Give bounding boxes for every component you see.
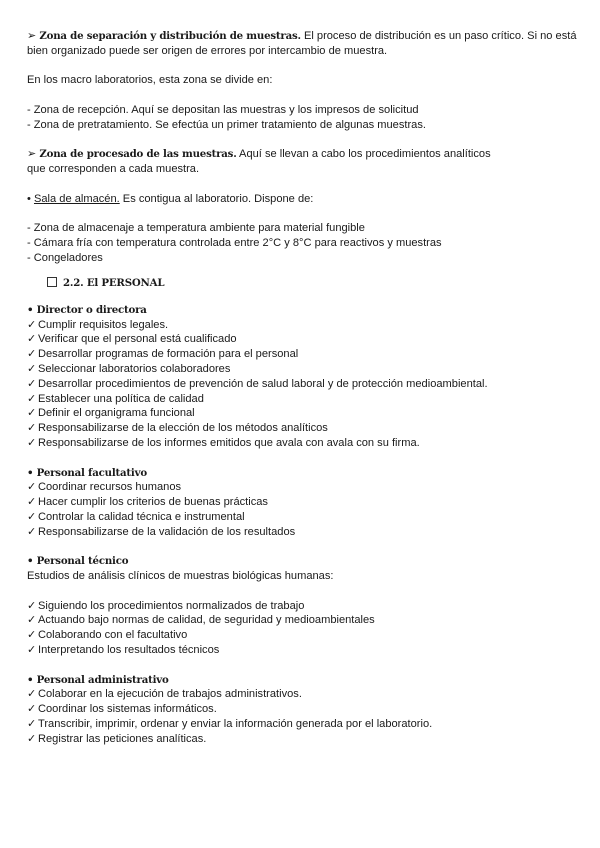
list-item: ✓ Actuando bajo normas de calidad, de seguridad y medioambientales: [27, 614, 375, 627]
list-item: ✓ Responsabilizarse de la validación de los resultados: [27, 525, 296, 538]
check-icon: ✓: [27, 362, 37, 375]
check-icon: ✓: [27, 525, 37, 538]
almacen-text: Es contigua al laboratorio. Dispone de:: [119, 192, 314, 205]
macro-item: - Zona de recepción. Aquí se depositan las muestras y los impresos de solicitud: [27, 103, 419, 116]
list-item: ✓ Colaborando con el facultativo: [27, 629, 188, 642]
check-icon: ✓: [27, 496, 37, 509]
list-item: ✓ Controlar la calidad técnica e instrumental: [27, 510, 245, 523]
check-icon: ✓: [27, 481, 37, 494]
check-icon: ✓: [27, 732, 37, 745]
list-item: ✓ Responsabilizarse de los informes emitidos que avala con avala con su firma.: [27, 436, 420, 449]
section-title-facultativo: • Personal facultativo: [27, 466, 147, 479]
almacen-item: - Congeladores: [27, 251, 103, 264]
personal-heading-text: 2.2. El PERSONAL: [63, 276, 165, 289]
list-item: ✓ Registrar las peticiones analíticas.: [27, 732, 207, 745]
list-item: ✓ Desarrollar procedimientos de prevención de salud laboral y de protección medioambiental.: [27, 377, 488, 390]
list-item: ✓ Siguiendo los procedimientos normalizados de trabajo: [27, 599, 305, 612]
section-title-director: • Director o directora: [27, 303, 147, 316]
section-title-administrativo: • Personal administrativo: [27, 673, 169, 686]
list-item: ✓ Verificar que el personal está cualificado: [27, 333, 237, 346]
check-icon: ✓: [27, 599, 37, 612]
almacen-label: Sala de almacén.: [33, 192, 120, 205]
procesado-text-1: Aquí se llevan a cabo los procedimientos analíticos: [236, 148, 491, 161]
check-icon: ✓: [27, 392, 37, 405]
personal-heading: [27, 274, 575, 292]
almacen-line: [27, 192, 575, 207]
macro-intro: En los macro laboratorios, esta zona se divide en:: [27, 74, 273, 87]
check-icon: ✓: [27, 407, 37, 420]
list-item: ✓ Colaborar en la ejecución de trabajos administrativos.: [27, 688, 302, 701]
list-item: ✓ Coordinar recursos humanos: [27, 481, 182, 494]
list-item: ✓ Transcribir, imprimir, ordenar y enviar la información generada por el laboratorio.: [27, 718, 433, 731]
list-item: ✓ Desarrollar programas de formación para el personal: [27, 348, 299, 361]
separacion-text-1: El proceso de distribución es un paso crítico. Si no está: [300, 30, 577, 42]
separacion-line-1: [27, 29, 575, 44]
arrow-icon: ➢: [27, 30, 37, 42]
check-icon: ✓: [27, 688, 37, 701]
bullet-icon: •: [27, 192, 31, 205]
check-icon: ✓: [27, 318, 37, 331]
list-item: ✓ Hacer cumplir los criterios de buenas prácticas: [27, 496, 268, 509]
almacen-item: - Zona de almacenaje a temperatura ambiente para material fungible: [27, 222, 365, 235]
checkbox-square-icon: [47, 277, 57, 287]
check-icon: ✓: [27, 377, 37, 390]
almacen-item: - Cámara fría con temperatura controlada entre 2°C y 8°C para reactivos y muestras: [27, 237, 442, 250]
separacion-line-2: bien organizado puede ser origen de errores por intercambio de muestra.: [27, 44, 388, 57]
procesado-line-2: que corresponden a cada muestra.: [27, 163, 200, 176]
section-title-tecnico: • Personal técnico: [27, 555, 129, 568]
check-icon: ✓: [27, 629, 37, 642]
document-page: [27, 29, 575, 747]
list-item: ✓ Seleccionar laboratorios colaboradores: [27, 362, 231, 375]
separacion-title: Zona de separación y distribución de muestras.: [39, 30, 301, 42]
list-item: ✓ Responsabilizarse de la elección de los métodos analíticos: [27, 422, 328, 435]
check-icon: ✓: [27, 718, 37, 731]
list-item: ✓ Establecer una política de calidad: [27, 392, 204, 405]
procesado-title: Zona de procesado de las muestras.: [39, 148, 237, 161]
macro-item: - Zona de pretratamiento. Se efectúa un primer tratamiento de algunas muestras.: [27, 118, 426, 131]
arrow-icon: ➢: [27, 148, 37, 161]
check-icon: ✓: [27, 703, 37, 716]
section-intro-tecnico: Estudios de análisis clínicos de muestras biológicas humanas:: [27, 570, 334, 583]
check-icon: ✓: [27, 333, 37, 346]
check-icon: ✓: [27, 510, 37, 523]
check-icon: ✓: [27, 348, 37, 361]
check-icon: ✓: [27, 614, 37, 627]
list-item: ✓ Coordinar los sistemas informáticos.: [27, 703, 217, 716]
list-item: ✓ Cumplir requisitos legales.: [27, 318, 169, 331]
check-icon: ✓: [27, 422, 37, 435]
procesado-line-1: [27, 147, 575, 162]
list-item: ✓ Definir el organigrama funcional: [27, 407, 195, 420]
check-icon: ✓: [27, 436, 37, 449]
check-icon: ✓: [27, 644, 37, 657]
list-item: ✓ Interpretando los resultados técnicos: [27, 644, 220, 657]
